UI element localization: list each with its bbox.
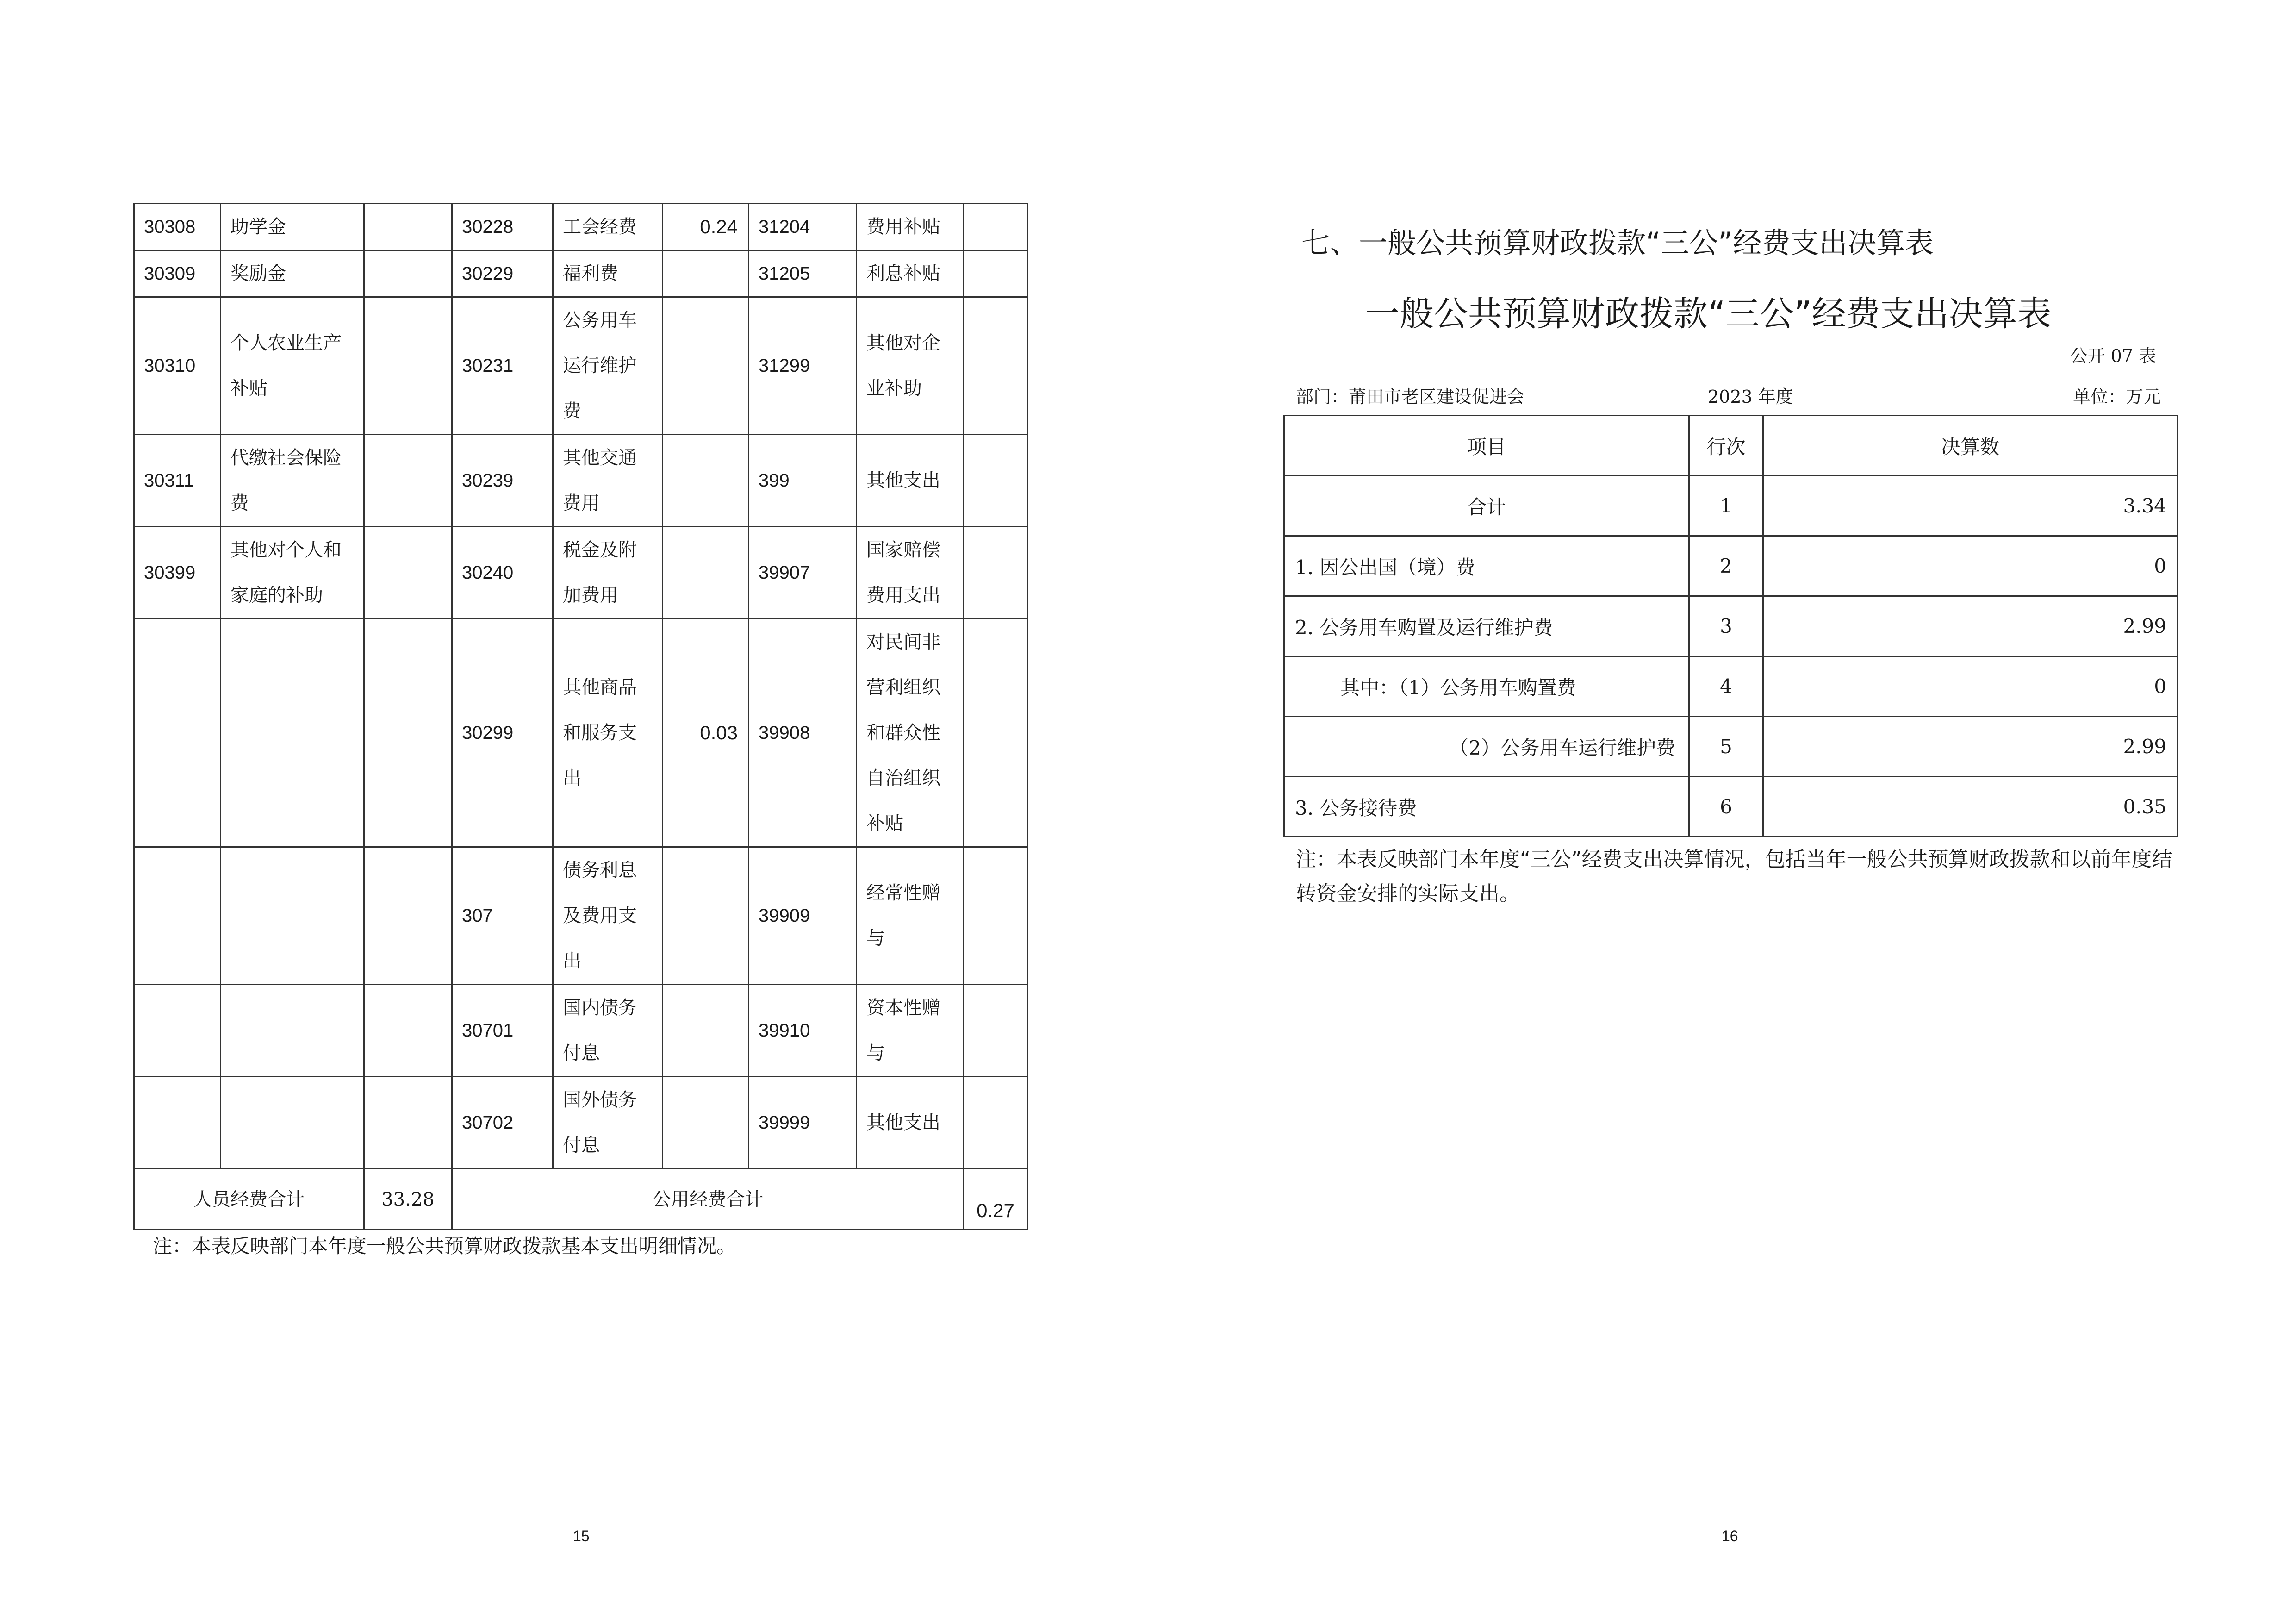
header-row-no: 行次 [1689, 416, 1763, 476]
row-amount: 2.99 [1763, 717, 2178, 777]
code-cell: 30229 [452, 250, 553, 297]
value-cell [964, 1077, 1027, 1169]
name-cell: 工会经费 [553, 204, 663, 250]
code-cell: 30228 [452, 204, 553, 250]
code-cell: 399 [749, 435, 857, 527]
value-cell [663, 527, 749, 619]
row-no: 3 [1689, 596, 1763, 656]
code-cell: 30239 [452, 435, 553, 527]
code-cell: 39999 [749, 1077, 857, 1169]
row-no: 2 [1689, 536, 1763, 596]
code-cell: 30240 [452, 527, 553, 619]
table-row [1284, 717, 2178, 777]
value-cell [364, 985, 452, 1077]
name-cell: 奖励金 [221, 250, 364, 297]
code-cell: 39908 [749, 619, 857, 847]
personnel-total-value: 33.28 [364, 1169, 452, 1230]
code-cell: 39907 [749, 527, 857, 619]
code-cell [134, 847, 221, 985]
name-cell: 公务用车运行维护费 [553, 297, 663, 435]
personnel-total-label: 人员经费合计 [134, 1169, 364, 1230]
table-row [134, 527, 1027, 619]
name-cell: 其他交通费用 [553, 435, 663, 527]
value-cell [663, 847, 749, 985]
value-cell [964, 297, 1027, 435]
name-cell: 代缴社会保险费 [221, 435, 364, 527]
row-amount: 0 [1763, 536, 2178, 596]
row-amount: 0.35 [1763, 777, 2178, 837]
row-no: 6 [1689, 777, 1763, 837]
table-row [1284, 536, 2178, 596]
table-row [134, 847, 1027, 985]
table-row [1284, 476, 2178, 536]
row-item: 3. 公务接待费 [1284, 777, 1689, 837]
code-cell: 39909 [749, 847, 857, 985]
table-row [1284, 777, 2178, 837]
code-cell: 30310 [134, 297, 221, 435]
code-cell: 30299 [452, 619, 553, 847]
table-row [134, 250, 1027, 297]
code-cell: 31204 [749, 204, 857, 250]
value-cell [964, 250, 1027, 297]
totals-row [134, 1169, 1027, 1230]
code-cell: 30702 [452, 1077, 553, 1169]
code-cell [134, 1077, 221, 1169]
value-cell [364, 204, 452, 250]
public-total-value: 0.27 [964, 1169, 1027, 1230]
unit-label: 单位：万元 [2072, 387, 2161, 407]
page-number-right: 16 [1722, 1528, 1738, 1544]
value-cell [364, 250, 452, 297]
value-cell [964, 204, 1027, 250]
form-code: 公开 07 表 [2070, 346, 2156, 366]
name-cell: 个人农业生产补贴 [221, 297, 364, 435]
table-row [134, 204, 1027, 250]
table-row [134, 985, 1027, 1077]
value-cell [663, 1077, 749, 1169]
code-cell: 31299 [749, 297, 857, 435]
value-cell: 0.03 [663, 619, 749, 847]
row-no: 4 [1689, 656, 1763, 717]
table-row [1284, 656, 2178, 717]
name-cell: 对民间非营利组织和群众性自治组织补贴 [857, 619, 964, 847]
value-cell [663, 435, 749, 527]
table-row [134, 1077, 1027, 1169]
section-heading: 七、一般公共预算财政拨款“三公”经费支出决算表 [1301, 226, 1934, 260]
name-cell [221, 1077, 364, 1169]
row-no: 1 [1689, 476, 1763, 536]
value-cell [964, 527, 1027, 619]
name-cell: 助学金 [221, 204, 364, 250]
value-cell [364, 527, 452, 619]
name-cell: 资本性赠与 [857, 985, 964, 1077]
row-item: （2）公务用车运行维护费 [1284, 717, 1689, 777]
table-row [134, 297, 1027, 435]
row-item: 其中：（1）公务用车购置费 [1284, 656, 1689, 717]
table-body [134, 204, 1027, 1230]
name-cell: 费用补贴 [857, 204, 964, 250]
value-cell [364, 619, 452, 847]
value-cell [964, 435, 1027, 527]
header-amount: 决算数 [1763, 416, 2178, 476]
year-label: 2023 年度 [1708, 387, 1793, 407]
code-cell: 39910 [749, 985, 857, 1077]
name-cell: 经常性赠与 [857, 847, 964, 985]
code-cell [134, 619, 221, 847]
value-cell [364, 1077, 452, 1169]
public-total-label: 公用经费合计 [452, 1169, 964, 1230]
three-public-expenses-table [1283, 415, 2178, 837]
value-cell [663, 297, 749, 435]
header-row [1284, 416, 2178, 476]
name-cell: 债务利息及费用支出 [553, 847, 663, 985]
name-cell: 其他对个人和家庭的补助 [221, 527, 364, 619]
name-cell: 其他对企业补助 [857, 297, 964, 435]
name-cell: 福利费 [553, 250, 663, 297]
row-amount: 2.99 [1763, 596, 2178, 656]
row-item: 2. 公务用车购置及运行维护费 [1284, 596, 1689, 656]
code-cell: 30308 [134, 204, 221, 250]
page-number-left: 15 [573, 1528, 590, 1544]
code-cell: 30701 [452, 985, 553, 1077]
name-cell: 其他商品和服务支出 [553, 619, 663, 847]
header-item: 项目 [1284, 416, 1689, 476]
table-row [134, 619, 1027, 847]
value-cell [964, 847, 1027, 985]
value-cell [964, 619, 1027, 847]
row-no: 5 [1689, 717, 1763, 777]
name-cell [221, 847, 364, 985]
name-cell: 税金及附加费用 [553, 527, 663, 619]
value-cell [964, 985, 1027, 1077]
table-row [1284, 596, 2178, 656]
code-cell [134, 985, 221, 1077]
code-cell: 30311 [134, 435, 221, 527]
value-cell [364, 847, 452, 985]
code-cell: 307 [452, 847, 553, 985]
value-cell [364, 297, 452, 435]
value-cell [663, 250, 749, 297]
name-cell: 国家赔偿费用支出 [857, 527, 964, 619]
name-cell: 国外债务付息 [553, 1077, 663, 1169]
row-amount: 0 [1763, 656, 2178, 717]
value-cell [364, 435, 452, 527]
code-cell: 31205 [749, 250, 857, 297]
basic-expenditure-detail-table [133, 203, 1028, 1230]
department-label: 部门：莆田市老区建设促进会 [1296, 387, 1525, 407]
left-table-note: 注：本表反映部门本年度一般公共预算财政拨款基本支出明细情况。 [153, 1235, 736, 1257]
name-cell: 其他支出 [857, 435, 964, 527]
row-item: 1. 因公出国（境）费 [1284, 536, 1689, 596]
right-table-note: 注：本表反映部门本年度“三公”经费支出决算情况，包括当年一般公共预算财政拨款和以前年度结转资金安排的实际支出。 [1296, 848, 2172, 906]
name-cell [221, 619, 364, 847]
table-title: 一般公共预算财政拨款“三公”经费支出决算表 [1365, 294, 2052, 334]
value-cell [663, 985, 749, 1077]
code-cell: 30399 [134, 527, 221, 619]
row-item: 合计 [1284, 476, 1689, 536]
code-cell: 30231 [452, 297, 553, 435]
name-cell: 国内债务付息 [553, 985, 663, 1077]
code-cell: 30309 [134, 250, 221, 297]
name-cell: 其他支出 [857, 1077, 964, 1169]
name-cell [221, 985, 364, 1077]
name-cell: 利息补贴 [857, 250, 964, 297]
table-row [134, 435, 1027, 527]
value-cell: 0.24 [663, 204, 749, 250]
row-amount: 3.34 [1763, 476, 2178, 536]
